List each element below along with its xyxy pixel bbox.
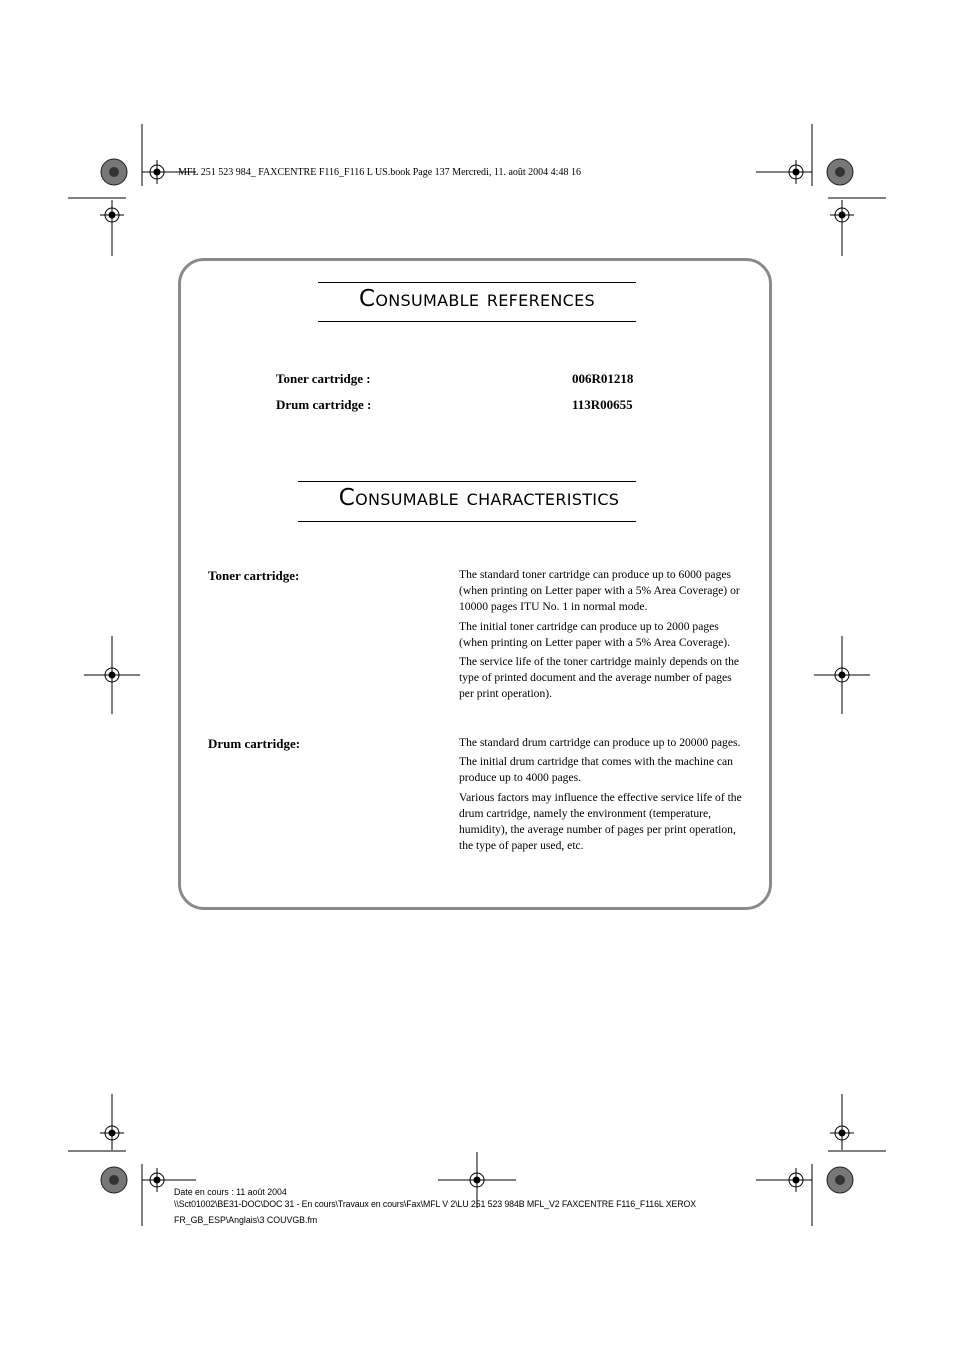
reference-value: 006R01218 (572, 371, 634, 386)
reference-value: 113R00655 (572, 397, 633, 412)
description-paragraph: The service life of the toner cartridge mainly depends on the type of printed document and the average number of pages per print operation). (459, 655, 740, 701)
registration-mark (814, 636, 870, 714)
book-header: MFL 251 523 984_ FAXCENTRE F116_F116 L US.book Page 137 Mercredi, 11. août 2004 4:48 16 (178, 167, 581, 178)
reference-label: Toner cartridge : (276, 371, 371, 386)
registration-mark (756, 124, 886, 256)
footer-filename: FR_GB_ESP\Anglais\3 COUVGB.fm (174, 1215, 318, 1225)
reference-label: Drum cartridge : (276, 397, 372, 412)
registration-mark (84, 636, 140, 714)
references-title: Consumable references (358, 286, 596, 312)
description-paragraph: Various factors may influence the effective service life of the drum cartridge, namely the environment (temperature, humidity), the average number of pages per print operation, the type of paper used, etc. (459, 790, 742, 853)
description-paragraph: The standard drum cartridge can produce up to 20000 pages. (459, 736, 741, 749)
footer-path: \\Sct01002\BE31-DOC\DOC 31 - En cours\Travaux en cours\Fax\MFL V 2\LU 251 523 984B MFL_V2 FAXCENTRE F116_F116L XEROX (174, 1199, 696, 1209)
footer-date: Date en cours : 11 août 2004 (174, 1187, 287, 1197)
registration-mark (68, 124, 196, 256)
title-rule-bottom (318, 321, 636, 322)
description-paragraph: The initial drum cartridge that comes with the machine can produce up to 4000 pages. (459, 755, 733, 785)
characteristics-title: Consumable characteristics (338, 485, 620, 511)
title-rule-bottom (298, 521, 636, 522)
drum-cartridge-description (459, 735, 749, 857)
drum-cartridge-label: Drum cartridge: (208, 736, 301, 751)
description-paragraph: The initial toner cartridge can produce up to 2000 pages (when printing on Letter paper with a 5% Area Coverage). (459, 619, 731, 649)
toner-cartridge-description (459, 567, 749, 706)
registration-mark (756, 1094, 886, 1226)
toner-cartridge-label: Toner cartridge: (208, 568, 300, 583)
description-paragraph: The standard toner cartridge can produce up to 6000 pages (when printing on Letter paper with a 5% Area Coverage) or 10000 pages ITU No. 1 in normal mode. (459, 568, 740, 614)
